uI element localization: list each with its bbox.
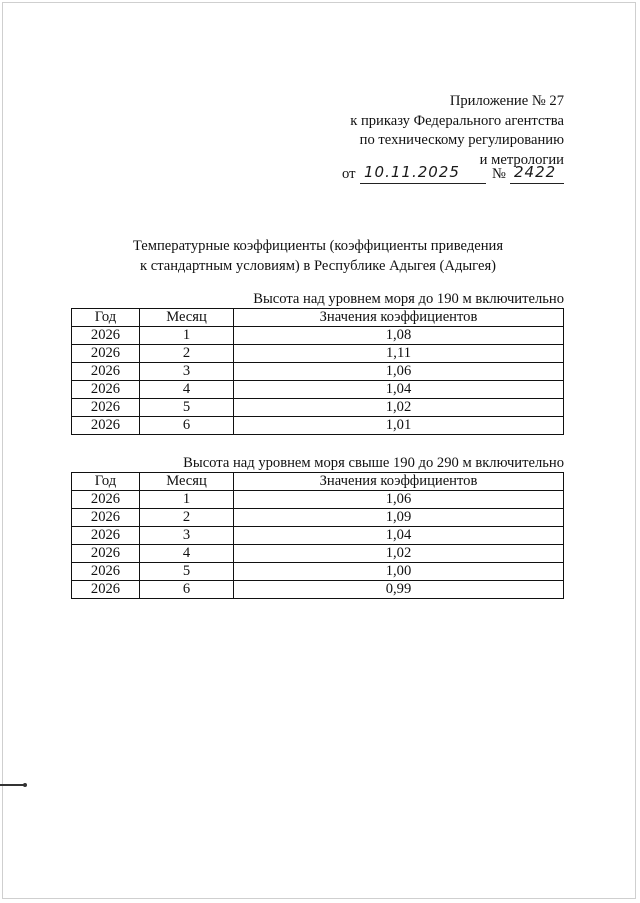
cell-value: 1,04 <box>234 527 564 545</box>
cell-year: 2026 <box>72 491 140 509</box>
cell-month: 5 <box>140 563 234 581</box>
cell-month: 2 <box>140 509 234 527</box>
table-row <box>72 545 564 563</box>
cell-value: 1,11 <box>234 345 564 363</box>
table-1-caption: Высота над уровнем моря до 190 м включительно <box>253 291 564 307</box>
table-row <box>72 581 564 599</box>
table-header-row <box>72 309 564 327</box>
number-underline <box>510 183 564 184</box>
cell-year: 2026 <box>72 527 140 545</box>
cell-month: 1 <box>140 491 234 509</box>
table-row <box>72 399 564 417</box>
cell-month: 6 <box>140 417 234 435</box>
column-header-month: Месяц <box>140 309 234 327</box>
order-reference-line-2: по техническому регулированию <box>359 132 564 148</box>
number-label: № <box>492 166 506 182</box>
order-reference-line-3: и метрологии <box>479 151 564 168</box>
cell-value: 1,02 <box>234 545 564 563</box>
column-header-year: Год <box>72 309 140 327</box>
cell-year: 2026 <box>72 563 140 581</box>
handwritten-date: 10.11.2025 <box>364 163 460 181</box>
cell-year: 2026 <box>72 327 140 345</box>
from-label: от <box>342 166 356 182</box>
cell-year: 2026 <box>72 381 140 399</box>
order-reference-line-1: к приказу Федерального агентства <box>350 112 564 129</box>
coefficients-table-2 <box>71 472 564 599</box>
cell-year: 2026 <box>72 581 140 599</box>
table-row <box>72 345 564 363</box>
scan-edge-mark <box>0 784 24 786</box>
cell-value: 1,09 <box>234 509 564 527</box>
cell-month: 3 <box>140 527 234 545</box>
appendix-header <box>350 92 564 170</box>
cell-value: 1,02 <box>234 399 564 417</box>
order-date-number-line <box>342 163 572 186</box>
column-header-month: Месяц <box>140 473 234 491</box>
column-header-year: Год <box>72 473 140 491</box>
cell-year: 2026 <box>72 399 140 417</box>
appendix-number: Приложение № 27 <box>449 93 564 109</box>
handwritten-number: 2422 <box>514 163 557 181</box>
cell-year: 2026 <box>72 545 140 563</box>
cell-year: 2026 <box>72 509 140 527</box>
cell-value: 1,06 <box>234 363 564 381</box>
cell-year: 2026 <box>72 363 140 381</box>
column-header-values: Значения коэффициентов <box>234 473 564 491</box>
cell-month: 4 <box>140 381 234 399</box>
title-line-1: Температурные коэффициенты (коэффициенты приведения <box>132 238 504 254</box>
table-row <box>72 491 564 509</box>
column-header-values: Значения коэффициентов <box>234 309 564 327</box>
cell-value: 1,06 <box>234 491 564 509</box>
table-header-row <box>72 473 564 491</box>
cell-month: 1 <box>140 327 234 345</box>
cell-year: 2026 <box>72 345 140 363</box>
title-line-2: к стандартным условиям) в Республике Адыгея (Адыгея) <box>139 258 497 274</box>
cell-value: 0,99 <box>234 581 564 599</box>
table-row <box>72 509 564 527</box>
table-2-caption: Высота над уровнем моря свыше 190 до 290 м включительно <box>183 455 564 471</box>
table-row <box>72 363 564 381</box>
cell-value: 1,04 <box>234 381 564 399</box>
date-underline <box>360 183 486 184</box>
document-title <box>70 236 566 276</box>
cell-month: 2 <box>140 345 234 363</box>
cell-value: 1,08 <box>234 327 564 345</box>
table-row <box>72 327 564 345</box>
table-row <box>72 417 564 435</box>
table-row <box>72 381 564 399</box>
cell-month: 6 <box>140 581 234 599</box>
cell-year: 2026 <box>72 417 140 435</box>
cell-month: 4 <box>140 545 234 563</box>
cell-month: 3 <box>140 363 234 381</box>
cell-value: 1,01 <box>234 417 564 435</box>
cell-month: 5 <box>140 399 234 417</box>
table-row <box>72 563 564 581</box>
table-row <box>72 527 564 545</box>
coefficients-table-1 <box>71 308 564 435</box>
cell-value: 1,00 <box>234 563 564 581</box>
